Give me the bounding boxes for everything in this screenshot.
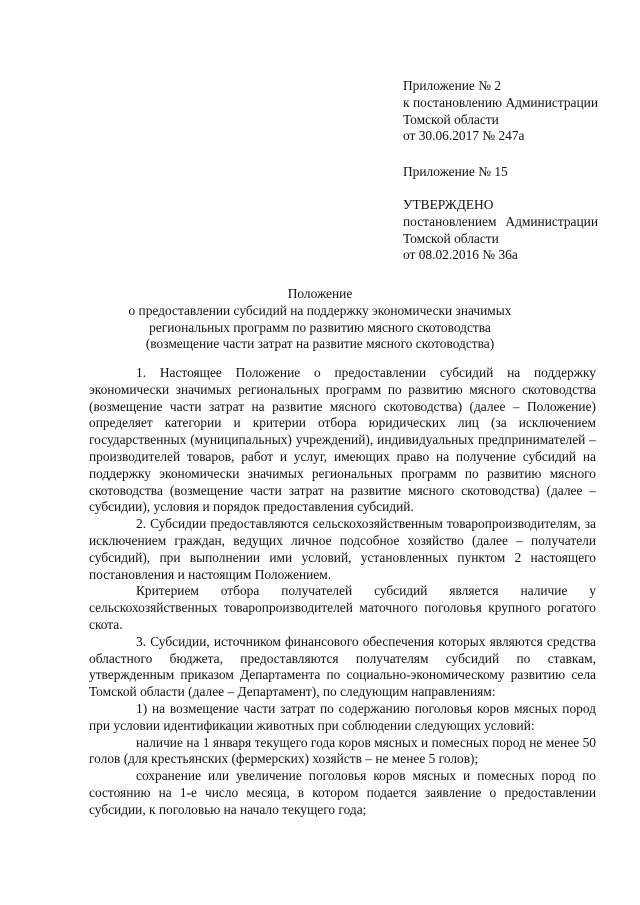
approved-region: Томской области <box>403 230 499 246</box>
title-line-3: региональных программ по развитию мясного скотоводства <box>149 319 491 335</box>
title-line-2: о предоставлении субсидий на поддержку экономически значимых <box>128 302 512 318</box>
approved-stamp <box>403 197 598 264</box>
paragraph-1: 1. Настоящее Положение о предоставлении субсидий на поддержку экономически значимых региональных программ по развитию мясного скотоводства (возмещение части затрат на развитие мясного скотоводства) (далее – Положение) определяет категории и критерии отбора юридических лиц (за исключением государственных (муниципальных) учреждений), индивидуальных предпринимателей – производителей товаров, работ и услуг, имеющих право на получение субсидий на поддержку экономически значимых региональных программ по развитию мясного скотоводства (возмещение части затрат на развитие мясного скотоводства) (далее – субсидии), условия и порядок предоставления субсидий. <box>89 365 596 515</box>
appendix-2-to-resolution: к постановлению Администрации <box>403 94 598 110</box>
approved-label: УТВЕРЖДЕНО <box>403 197 494 212</box>
title-line-1: Положение <box>287 286 353 301</box>
condition-herd-preservation: сохранение или увеличение поголовья коров мясных и помесных пород по состоянию на 1-е число месяца, в котором подается заявление о предоставлении субсидии, к поголовью на начало текущего года; <box>89 768 596 817</box>
paragraph-3: 3. Субсидии, источником финансового обеспечения которых являются средства областного бюджета, предоставляются получателям субсидий по ставкам, утвержденным приказом Департамента по социально-экономическому развитию села Томской области (далее – Департамент), по следующим направлениям: <box>89 633 596 700</box>
appendix-15-number: Приложение № 15 <box>403 164 508 179</box>
title-line-4: (возмещение части затрат на развитие мясного скотоводства) <box>145 336 495 352</box>
paragraph-3-item-1: 1) на возмещение части затрат по содержанию поголовья коров мясных пород при условии идентификации животных при соблюдении следующих условий: <box>89 700 596 733</box>
document-title <box>0 286 640 353</box>
appendix-2-header <box>403 78 598 145</box>
appendix-2-region: Томской области <box>403 111 499 127</box>
document-body <box>89 365 596 819</box>
approved-date: от 08.02.2016 № 36а <box>403 247 518 263</box>
appendix-15-header <box>403 164 598 181</box>
paragraph-2: 2. Субсидии предоставляются сельскохозяйственным товаропроизводителям, за исключением граждан, ведущих личное подсобное хозяйство (далее – получатели субсидий), при выполнении ими условий, установленных пунктом 2 настоящего постановления и настоящим Положением. <box>89 516 596 582</box>
appendix-2-number: Приложение № 2 <box>403 78 502 93</box>
paragraph-criterion: Критерием отбора получателей субсидий является наличие у сельскохозяйственных товаропроизводителей маточного поголовья крупного рогатого скота. <box>89 583 596 632</box>
approved-by-resolution: постановлением Администрации <box>403 213 598 229</box>
condition-herd-size: наличие на 1 января текущего года коров мясных и помесных пород не менее 50 голов (для крестьянских (фермерских) хозяйств – не менее 5 голов); <box>89 734 596 767</box>
appendix-2-date: от 30.06.2017 № 247а <box>403 128 525 144</box>
